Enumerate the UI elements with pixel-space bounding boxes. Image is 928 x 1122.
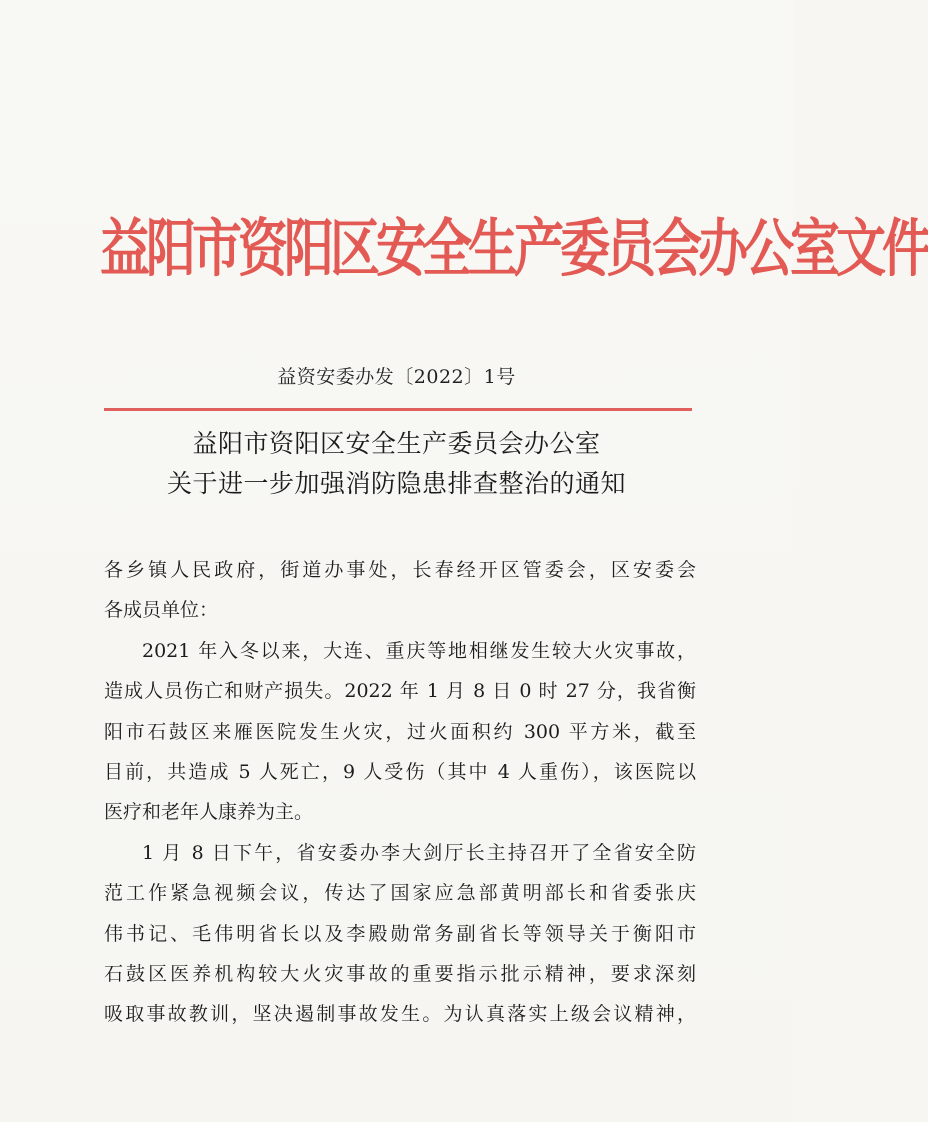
addressee-line-2: 各成员单位： — [104, 599, 219, 622]
notice-title-line-2: 关于进一步加强消防隐患排查整治的通知 — [166, 469, 626, 498]
document-number: 益资安委办发〔2022〕1号 — [277, 366, 516, 388]
issuer-header: 益阳市资阳区安全生产委员会办公室文件 — [100, 212, 928, 285]
paragraph-1-line-4: 目前，共造成 5 人死亡，9 人受伤（其中 4 人重伤），该医院以 — [104, 761, 696, 784]
notice-title-line-1: 益阳市资阳区安全生产委员会办公室 — [192, 429, 601, 458]
paragraph-2-line-3: 伟书记、毛伟明省长以及李殿勋常务副省长等领导关于衡阳市 — [104, 922, 696, 945]
paragraph-2-line-5: 吸取事故教训，坚决遏制事故发生。为认真落实上级会议精神， — [104, 1003, 696, 1026]
notice-title — [0, 424, 793, 504]
red-separator-line — [104, 408, 692, 411]
paragraph-1-line-5: 医疗和老年人康养为主。 — [104, 801, 314, 824]
addressee-line-1: 各乡镇人民政府，街道办事处，长春经开区管委会，区安委会 — [104, 559, 696, 581]
paragraph-2-line-4: 石鼓区医养机构较大火灾事故的重要指示批示精神，要求深刻 — [104, 963, 696, 986]
paragraph-2-line-1: 1 月 8 日下午，省安委办李大剑厅长主持召开了全省安全防 — [142, 841, 696, 864]
paragraph-1-line-2: 造成人员伤亡和财产损失。2022 年 1 月 8 日 0 时 27 分，我省衡 — [104, 680, 696, 703]
paragraph-2 — [104, 833, 696, 1035]
paragraph-1-line-1: 2021 年入冬以来，大连、重庆等地相继发生较大火灾事故， — [142, 639, 696, 662]
notice-body — [104, 550, 696, 1035]
paragraph-1 — [104, 631, 696, 833]
paragraph-2-line-2: 范工作紧急视频会议，传达了国家应急部黄明部长和省委张庆 — [104, 882, 696, 905]
paragraph-1-line-3: 阳市石鼓区来雁医院发生火灾，过火面积约 300 平方米，截至 — [104, 720, 696, 743]
addressee — [104, 550, 696, 631]
